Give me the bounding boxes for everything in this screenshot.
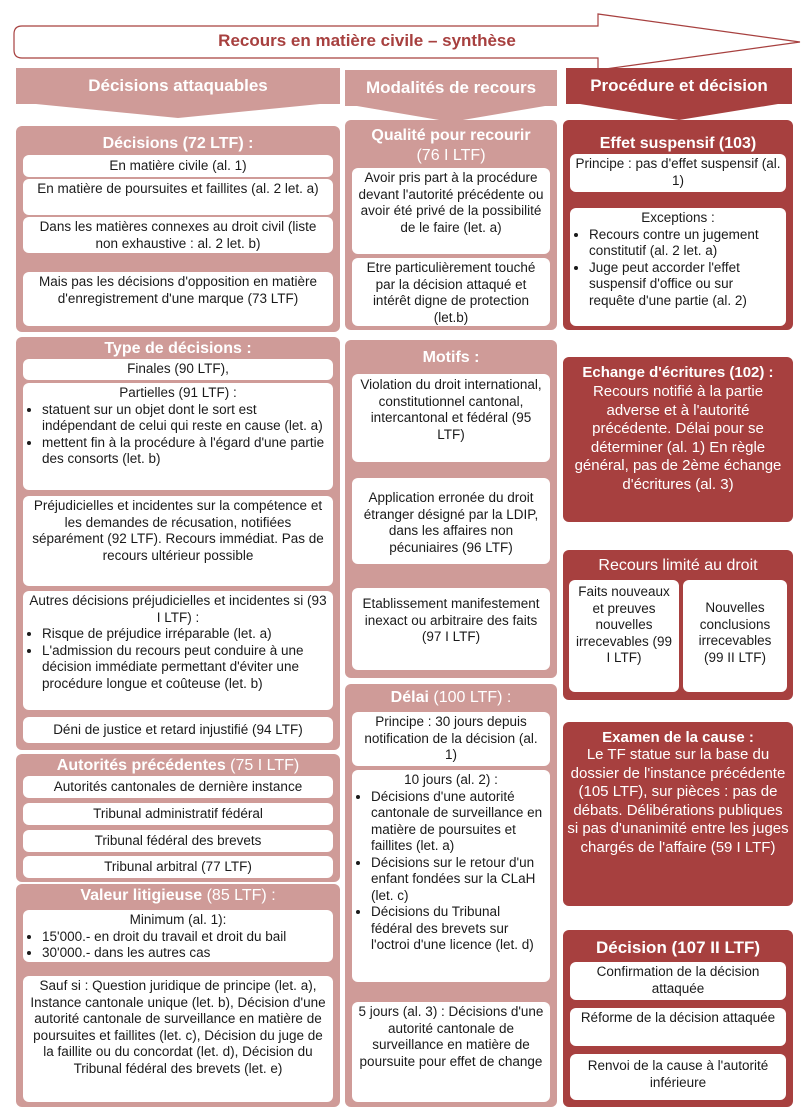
- list-item: • Décisions sur le retour d'un enfant fondées sur la CLaH (let. c): [371, 855, 545, 905]
- delai-principe: Principe : 30 jours depuis notification de la décision (al. 1): [352, 712, 550, 766]
- effet-section: [563, 120, 793, 330]
- list-item: • Décisions du Tribunal fédéral des brevets sur l'octroi d'une licence (let. d): [371, 904, 545, 954]
- valeur-title-bold: Valeur litigieuse: [80, 887, 203, 904]
- delai-section: [345, 684, 557, 1107]
- list-item: • Juge peut accorder l'effet suspensif d'office ou sur requête d'une partie (al. 2): [589, 260, 781, 310]
- delai-title: [345, 688, 557, 707]
- qualite-section: [345, 120, 557, 330]
- decisions-item: Dans les matières connexes au droit civil (liste non exhaustive : al. 2 let. b): [23, 217, 333, 253]
- list-item: • Recours contre un jugement constitutif (al. 2 let. a): [589, 227, 781, 260]
- autorites-item: Tribunal fédéral des brevets: [23, 830, 333, 852]
- autorites-section: [16, 754, 340, 882]
- type-prejudicielles: Préjudicielles et incidentes sur la compétence et les demandes de récusation, notifiées séparément (92 LTF). Recours immédiat. Pas de recours ultérieur possible: [23, 496, 333, 586]
- autorites-item: Autorités cantonales de dernière instance: [23, 776, 333, 798]
- valeur-title-light: (85 LTF) :: [202, 887, 276, 904]
- col1-header: [16, 68, 340, 125]
- valeur-min-head: Minimum (al. 1):: [129, 912, 227, 927]
- motifs-item: Violation du droit international, constitutionnel cantonal, intercantonal et fédéral (95 LTF): [352, 374, 550, 462]
- qualite-item: Avoir pris part à la procédure devant l'autorité précédente ou avoir été privé de la possibilité de le faire (let. a): [352, 168, 550, 254]
- decision-title: Décision (107 II LTF): [595, 938, 761, 957]
- effet-exceptions-list: [575, 227, 781, 310]
- col2-header: [345, 70, 557, 127]
- list-item: • 15'000.- en droit du travail et droit du bail: [42, 929, 328, 946]
- examen-text: Le TF statue sur la base du dossier de l'instance précédente (105 LTF), sur pièces : pas de débats. Délibérations publiques si pas d'unanimité entre les juges chargés de l'affaire (59 I LTF): [567, 746, 789, 856]
- list-item: • statuent sur un objet dont le sort est indépendant de celui qui reste en cause (let. a): [42, 402, 328, 435]
- autorites-title-light: (75 I LTF): [225, 757, 300, 774]
- type-deni: Déni de justice et retard injustifié (94 LTF): [23, 717, 333, 743]
- echange-text: Recours notifié à la partie adverse et à l'autorité précédente. Délai pour se déterminer (al. 1) En règle général, pas de 2ème échange d'écritures (al. 3): [574, 383, 782, 493]
- autorites-title: [16, 756, 340, 775]
- effet-exceptions: [570, 208, 786, 326]
- qualite-subtitle: (76 I LTF): [416, 147, 486, 164]
- decisions-section: [16, 126, 340, 332]
- motifs-item: Application erronée du droit étranger désigné par la LDIP, dans les affaires non pécuniaires (96 LTF): [352, 478, 550, 564]
- decisions-title: Décisions (72 LTF) :: [102, 135, 254, 152]
- echange-title: Echange d'écritures (102) :: [582, 364, 774, 381]
- type-partielles-head: Partielles (91 LTF) :: [119, 385, 237, 400]
- page-title: Recours en matière civile – synthèse: [218, 31, 516, 50]
- effet-exceptions-head: Exceptions :: [641, 210, 715, 225]
- list-item: • Décisions d'une autorité cantonale de surveillance en matière de poursuites et faillites (let. a): [371, 789, 545, 855]
- autorites-item: Tribunal administratif fédéral: [23, 803, 333, 825]
- recours-limite-section: [563, 550, 793, 700]
- recours-limite-title: Recours limité au droit: [598, 557, 758, 574]
- list-item: • 30'000.- dans les autres cas: [42, 945, 328, 962]
- list-item: • Risque de préjudice irréparable (let. a): [42, 626, 328, 643]
- examen-title: Examen de la cause :: [602, 729, 754, 746]
- valeur-min-list: [28, 929, 328, 962]
- title-banner: [0, 0, 807, 68]
- echange-section: [563, 357, 793, 522]
- col2-header-label: Modalités de recours: [365, 78, 537, 97]
- autorites-title-bold: Autorités précédentes: [56, 757, 226, 774]
- col1-header-label: Décisions attaquables: [88, 76, 268, 95]
- qualite-title: Qualité pour recourir: [371, 127, 531, 144]
- effet-principe: Principe : pas d'effet suspensif (al. 1): [570, 154, 786, 192]
- delai-dix-head: 10 jours (al. 2) :: [404, 772, 498, 787]
- col3-header-label: Procédure et décision: [590, 76, 768, 95]
- valeur-title: [16, 886, 340, 905]
- delai-title-bold: Délai: [390, 689, 429, 706]
- recours-limite-item: Faits nouveaux et preuves nouvelles irrecevables (99 I LTF): [569, 580, 679, 692]
- type-autres-list: [28, 626, 328, 692]
- decision-item: Réforme de la décision attaquée: [570, 1008, 786, 1046]
- valeur-sauf: Sauf si : Question juridique de principe (let. a), Instance cantonale unique (let. b), Décision d'une autorité cantonale de surveillance en matière de poursuites et faillites (let. c), Décision du juge de la faillite ou du concordat (let. d), Décision du Tribunal fédéral des brevets (let. e): [23, 976, 333, 1102]
- type-partielles-list: [28, 402, 328, 468]
- valeur-minimum: [23, 910, 333, 962]
- decisions-item: Mais pas les décisions d'opposition en matière d'enregistrement d'une marque (73 LTF): [23, 272, 333, 326]
- col3-header: [566, 68, 792, 125]
- motifs-section: [345, 340, 557, 678]
- type-decisions-title: Type de décisions :: [104, 340, 252, 357]
- motifs-item: Etablissement manifestement inexact ou arbitraire des faits (97 I LTF): [352, 588, 550, 670]
- list-item: • mettent fin à la procédure à l'égard d'une partie des consorts (let. b): [42, 435, 328, 468]
- type-autres-head: Autres décisions préjudicielles et incidentes si (93 I LTF) :: [29, 593, 327, 625]
- delai-cinq-jours: 5 jours (al. 3) : Décisions d'une autorité cantonale de surveillance en matière de poursuite pour effet de change: [352, 1002, 550, 1102]
- delai-dix-list: [357, 789, 545, 954]
- decision-item: Confirmation de la décision attaquée: [570, 962, 786, 1000]
- decisions-item: En matière civile (al. 1): [23, 155, 333, 177]
- recours-limite-item: Nouvelles conclusions irrecevables (99 II LTF): [683, 580, 787, 692]
- examen-section: [563, 722, 793, 906]
- type-finales: Finales (90 LTF),: [23, 359, 333, 380]
- type-decisions-section: [16, 337, 340, 750]
- delai-title-light: (100 LTF) :: [428, 689, 512, 706]
- type-partielles: [23, 383, 333, 490]
- qualite-item: Etre particulièrement touché par la décision attaqué et intérêt digne de protection (let.b): [352, 258, 550, 326]
- type-autres: [23, 591, 333, 710]
- motifs-title: Motifs :: [422, 349, 480, 366]
- list-item: • L'admission du recours peut conduire à une décision immédiate permettant d'éviter une procédure longue et coûteuse (let. b): [42, 643, 328, 693]
- decision-section: [563, 930, 793, 1107]
- valeur-section: [16, 884, 340, 1107]
- effet-title: Effet suspensif (103): [599, 135, 757, 152]
- autorites-item: Tribunal arbitral (77 LTF): [23, 856, 333, 878]
- delai-dix-jours: [352, 770, 550, 982]
- decision-item: Renvoi de la cause à l'autorité inférieure: [570, 1054, 786, 1100]
- decisions-item: En matière de poursuites et faillites (al. 2 let. a): [23, 179, 333, 215]
